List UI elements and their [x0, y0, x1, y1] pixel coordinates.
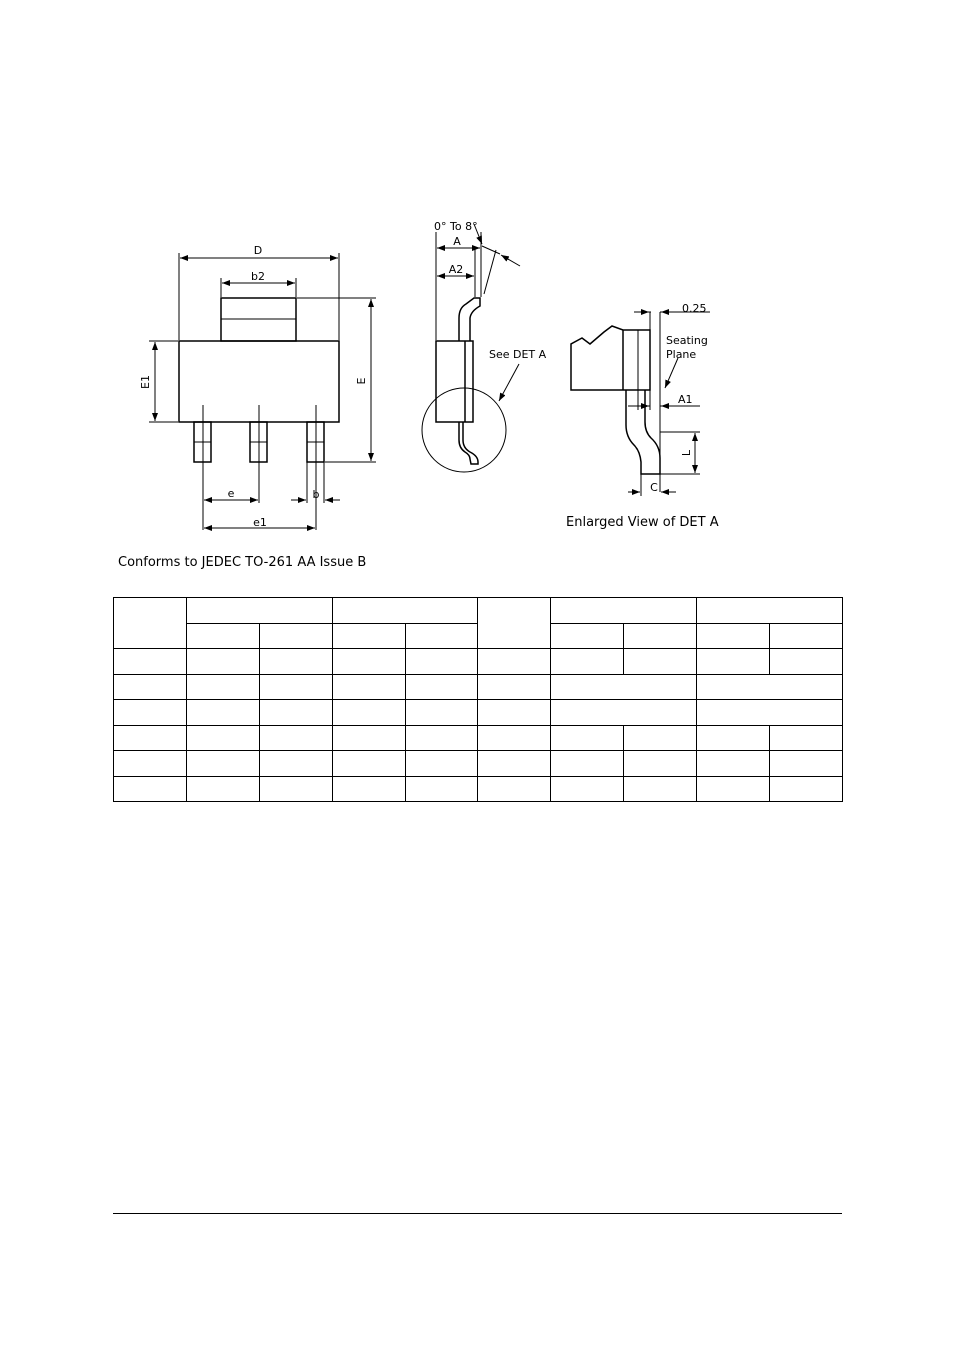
label-C: C — [650, 481, 658, 494]
table-cell — [259, 700, 332, 726]
table-cell — [697, 700, 843, 726]
table-cell — [551, 776, 624, 802]
label-gauge: 0.25 — [682, 302, 707, 315]
label-D: D — [253, 244, 263, 257]
table-cell — [186, 649, 259, 675]
side-body — [436, 341, 473, 422]
table-cell — [697, 623, 770, 649]
table-cell — [551, 674, 697, 700]
table-cell — [697, 725, 770, 751]
table-cell — [186, 674, 259, 700]
detail-circle — [422, 388, 506, 472]
label-angle: 0° To 8° — [434, 220, 478, 233]
table-cell — [478, 751, 551, 777]
table-cell — [478, 649, 551, 675]
table-cell — [114, 751, 187, 777]
label-A2: A2 — [448, 263, 464, 276]
table-cell — [624, 725, 697, 751]
table-cell — [332, 623, 405, 649]
conformance-note: Conforms to JEDEC TO-261 AA Issue B — [118, 555, 367, 570]
table-cell — [259, 649, 332, 675]
side-view-labels — [434, 220, 547, 361]
dimension-table — [113, 597, 843, 802]
table-cell — [114, 674, 187, 700]
table-cell — [551, 751, 624, 777]
table-cell — [770, 776, 843, 802]
label-L: L — [680, 449, 693, 457]
table-row — [114, 674, 843, 700]
table-cell — [770, 649, 843, 675]
table-cell — [186, 623, 259, 649]
table-cell — [478, 674, 551, 700]
table-row — [114, 751, 843, 777]
table-cell — [697, 776, 770, 802]
table-cell — [259, 674, 332, 700]
table-cell — [186, 700, 259, 726]
table-cell — [332, 649, 405, 675]
table-cell — [478, 598, 551, 649]
label-e: e — [227, 487, 235, 500]
table-cell — [332, 700, 405, 726]
table-cell — [332, 776, 405, 802]
table-cell — [697, 674, 843, 700]
table-cell — [114, 725, 187, 751]
table-cell — [405, 649, 478, 675]
top-view-labels — [139, 244, 368, 529]
table-cell — [551, 700, 697, 726]
top-view — [149, 253, 376, 530]
table-cell — [186, 598, 332, 624]
table-cell — [405, 776, 478, 802]
table-cell — [332, 725, 405, 751]
label-A1: A1 — [678, 393, 693, 406]
table-cell — [551, 725, 624, 751]
label-A: A — [453, 235, 461, 248]
table-cell — [259, 725, 332, 751]
table-cell — [697, 751, 770, 777]
table-cell — [478, 725, 551, 751]
label-seating-1: Seating — [666, 334, 708, 347]
table-cell — [332, 674, 405, 700]
side-lead — [459, 298, 480, 464]
table-cell — [770, 725, 843, 751]
table-cell — [405, 751, 478, 777]
table-cell — [697, 649, 770, 675]
table-cell — [114, 598, 187, 649]
label-seating-2: Plane — [666, 348, 697, 361]
table-cell — [697, 598, 843, 624]
table-cell — [114, 700, 187, 726]
table-cell — [770, 751, 843, 777]
table-cell — [332, 751, 405, 777]
detail-view-labels — [566, 302, 719, 530]
label-E1: E1 — [139, 375, 152, 389]
table-row — [114, 776, 843, 802]
table-cell — [186, 725, 259, 751]
footer-rule — [113, 1213, 842, 1214]
table-cell — [405, 623, 478, 649]
table-cell — [770, 623, 843, 649]
table-cell — [551, 649, 624, 675]
detail-caption: Enlarged View of DET A — [566, 515, 719, 530]
table-cell — [259, 623, 332, 649]
detail-lead — [626, 390, 660, 474]
table-cell — [551, 598, 697, 624]
table-row — [114, 649, 843, 675]
table-cell — [624, 751, 697, 777]
table-row — [114, 725, 843, 751]
table-cell — [114, 776, 187, 802]
table-cell — [551, 623, 624, 649]
table-cell — [478, 700, 551, 726]
table-cell — [624, 623, 697, 649]
label-b2: b2 — [251, 270, 265, 283]
table-cell — [259, 776, 332, 802]
table-row — [114, 700, 843, 726]
table-cell — [405, 700, 478, 726]
label-e1: e1 — [253, 516, 267, 529]
label-E: E — [355, 377, 368, 385]
table-cell — [114, 649, 187, 675]
table-cell — [624, 776, 697, 802]
table-cell — [405, 674, 478, 700]
table-cell — [259, 751, 332, 777]
label-see-det-a: See DET A — [489, 348, 547, 361]
table-cell — [624, 649, 697, 675]
table-cell — [405, 725, 478, 751]
table-row — [114, 598, 843, 624]
table-cell — [478, 776, 551, 802]
table-cell — [186, 776, 259, 802]
table-cell — [332, 598, 478, 624]
label-b: b — [312, 488, 320, 501]
table-cell — [186, 751, 259, 777]
